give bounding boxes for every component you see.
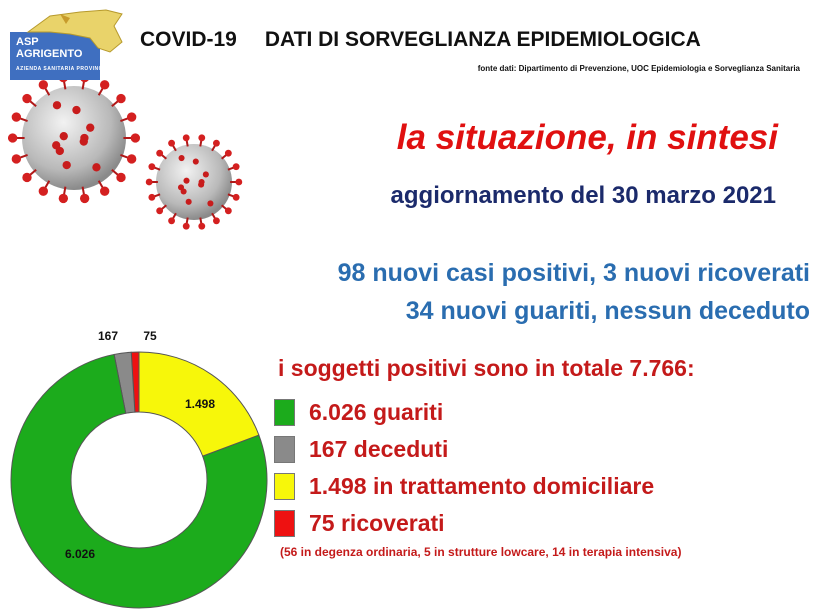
logo-subtitle: AZIENDA SANITARIA PROVINCIALE	[16, 66, 117, 72]
hospital-breakdown-note: (56 in degenza ordinaria, 5 in strutture lowcare, 14 in terapia intensiva)	[280, 545, 682, 559]
legend-item-deceduti	[274, 431, 654, 468]
slice-data-label: 75	[143, 329, 157, 343]
legend-label: 167 deceduti	[309, 436, 449, 462]
update-date: aggiornamento del 30 marzo 2021	[390, 182, 776, 209]
legend-item-domiciliare	[274, 468, 654, 505]
slice-data-label: 6.026	[64, 547, 96, 561]
legend-label: 6.026 guariti	[309, 399, 444, 425]
slice-data-label: 167	[97, 329, 119, 343]
logo-line1: ASP	[16, 36, 39, 48]
page-title	[140, 28, 701, 52]
headline: la situazione, in sintesi	[396, 118, 778, 157]
logo-line2: AGRIGENTO	[16, 48, 83, 60]
donut-chart	[4, 322, 274, 612]
news-line-2: 34 nuovi guariti, nessun deceduto	[405, 297, 810, 325]
legend-swatch	[274, 436, 295, 463]
total-positive: i soggetti positivi sono in totale 7.766:	[278, 355, 695, 381]
asp-logo	[10, 8, 130, 86]
coronavirus-illustration-icon	[8, 80, 248, 230]
legend-item-guariti	[274, 394, 654, 431]
title-left: COVID-19	[140, 28, 237, 51]
legend-label: 75 ricoverati	[309, 510, 445, 536]
legend-swatch	[274, 510, 295, 537]
news-line-1: 98 nuovi casi positivi, 3 nuovi ricoverati	[337, 259, 810, 287]
slice-data-label: 1.498	[184, 397, 216, 411]
data-source: fonte dati: Dipartimento di Prevenzione, UOC Epidemiologia e Sorveglianza Sanitaria	[477, 64, 800, 73]
legend-label: 1.498 in trattamento domiciliare	[309, 473, 655, 499]
legend	[274, 394, 654, 542]
daily-news	[338, 254, 810, 330]
legend-swatch	[274, 399, 295, 426]
title-right: DATI DI SORVEGLIANZA EPIDEMIOLOGICA	[264, 28, 701, 51]
legend-swatch	[274, 473, 295, 500]
legend-item-ricoverati	[274, 505, 654, 542]
